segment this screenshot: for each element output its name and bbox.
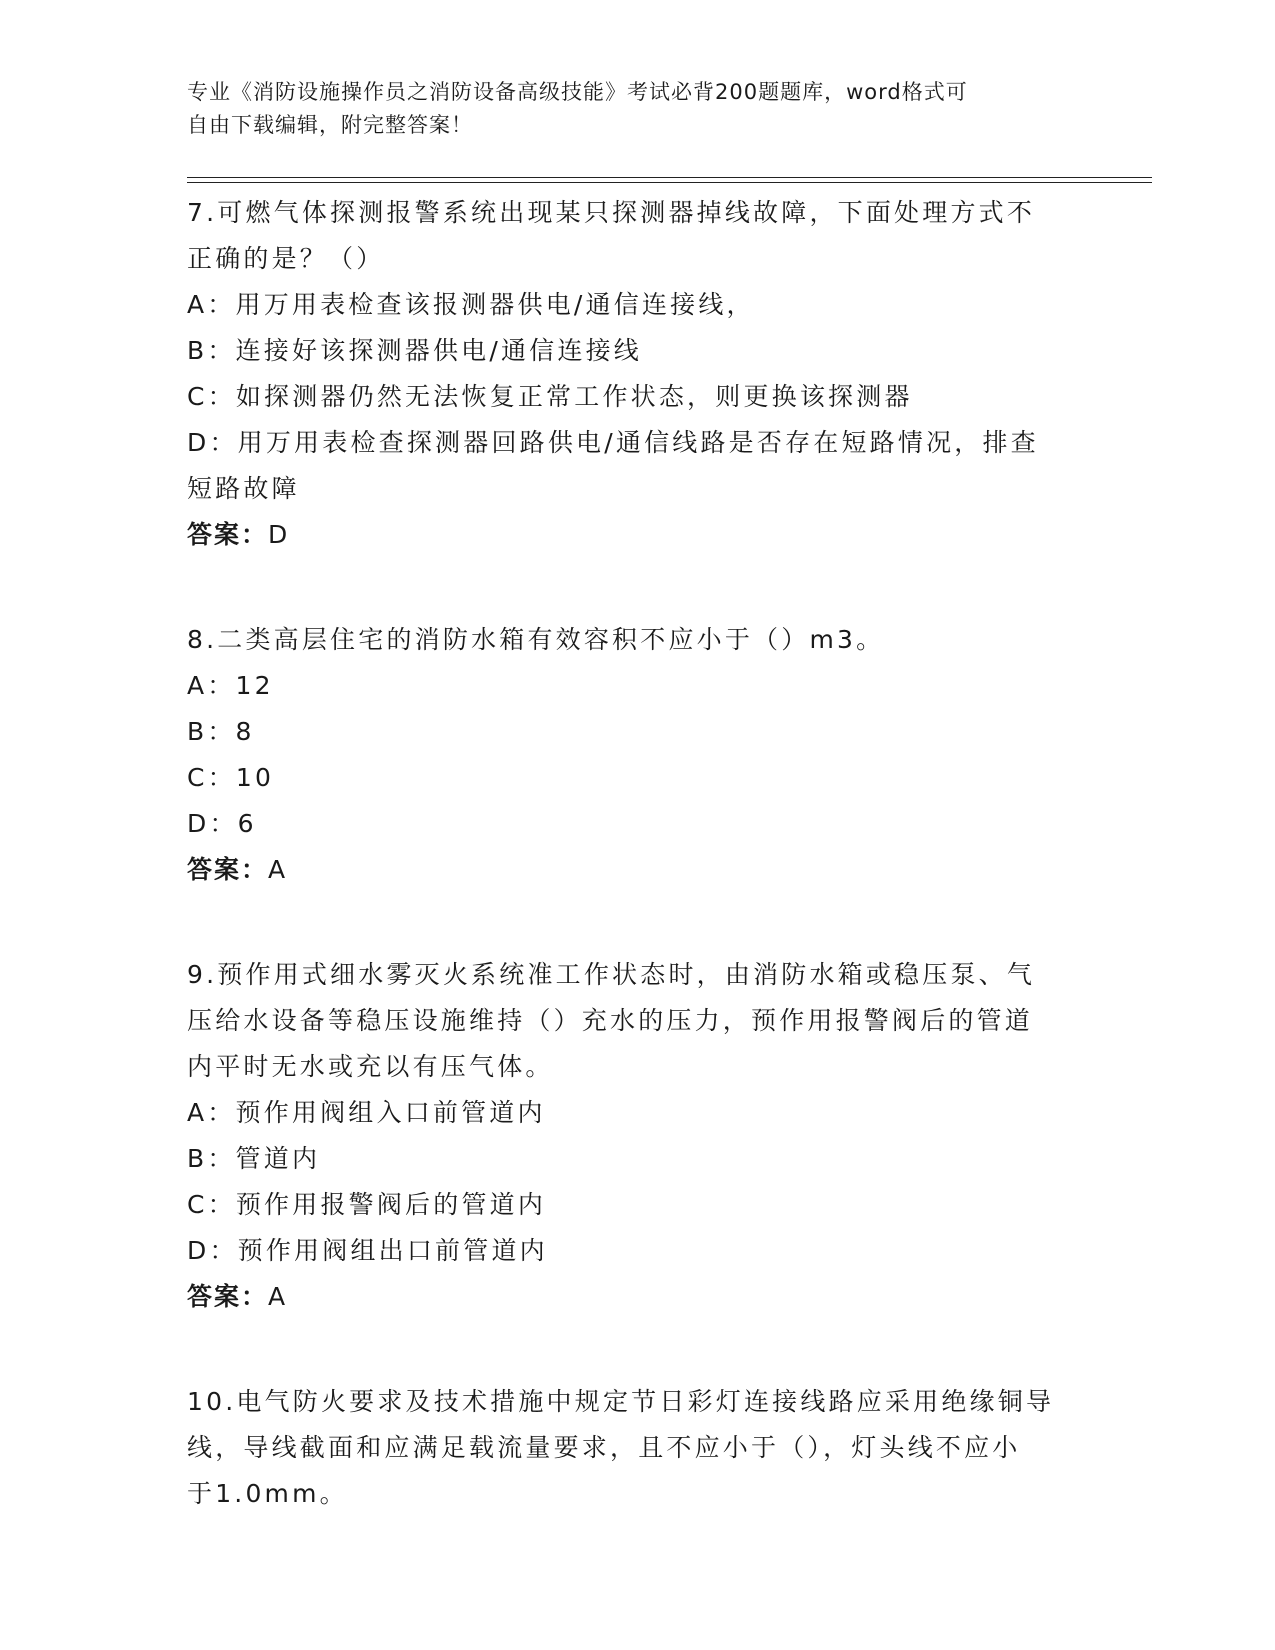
question-text-line: 7.可燃气体探测报警系统出现某只探测器掉线故障，下面处理方式不 xyxy=(187,198,1036,227)
answer-label: 答案： xyxy=(187,520,269,549)
question-text-line: 线，导线截面和应满足载流量要求，且不应小于（），灯头线不应小 xyxy=(187,1433,1021,1462)
question-text-line: 10.电气防火要求及技术措施中规定节日彩灯连接线路应采用绝缘铜导 xyxy=(187,1387,1055,1416)
header-line-2: 自由下载编辑，附完整答案！ xyxy=(187,113,473,137)
question-text-line: 于1.0mm。 xyxy=(187,1479,348,1508)
option-a: A：12 xyxy=(187,671,274,700)
question-text-line: 9.预作用式细水雾灭火系统准工作状态时，由消防水箱或稳压泵、气 xyxy=(187,960,1036,989)
question-10 xyxy=(187,1379,1087,1517)
option-b: B：连接好该探测器供电/通信连接线 xyxy=(187,336,642,365)
question-9 xyxy=(187,952,1087,1320)
option-b: B：管道内 xyxy=(187,1144,321,1173)
question-text-line: 正确的是？（） xyxy=(187,244,385,273)
header-line-1: 专业《消防设施操作员之消防设备高级技能》考试必背200题题库，word格式可 xyxy=(187,80,968,104)
answer-value: A xyxy=(268,855,288,884)
question-text-line: 压给水设备等稳压设施维持（）充水的压力，预作用报警阀后的管道 xyxy=(187,1006,1034,1035)
option-d: D：预作用阀组出口前管道内 xyxy=(187,1236,548,1265)
option-b: B：8 xyxy=(187,717,255,746)
option-c: C：10 xyxy=(187,763,275,792)
header-divider-top xyxy=(187,177,1152,178)
option-c: C：如探测器仍然无法恢复正常工作状态，则更换该探测器 xyxy=(187,382,913,411)
answer-label: 答案： xyxy=(187,855,269,884)
question-text-line: 内平时无水或充以有压气体。 xyxy=(187,1052,554,1081)
option-a: A：预作用阀组入口前管道内 xyxy=(187,1098,546,1127)
answer xyxy=(187,1274,1087,1320)
option-c: C：预作用报警阀后的管道内 xyxy=(187,1190,547,1219)
option-d: D：6 xyxy=(187,809,257,838)
question-list xyxy=(187,190,1087,1517)
question-text-line: 8.二类高层住宅的消防水箱有效容积不应小于（）m3。 xyxy=(187,625,885,654)
answer xyxy=(187,847,1087,893)
question-7 xyxy=(187,190,1087,558)
document-header xyxy=(187,76,1067,142)
answer-value: A xyxy=(268,1282,288,1311)
answer-label: 答案： xyxy=(187,1282,269,1311)
header-divider-bottom xyxy=(187,182,1152,183)
option-d: D：用万用表检查探测器回路供电/通信线路是否存在短路情况，排查 xyxy=(187,428,1039,457)
answer-value: D xyxy=(268,520,290,549)
question-8 xyxy=(187,617,1087,893)
option-d-continued: 短路故障 xyxy=(187,474,300,503)
answer xyxy=(187,512,1087,558)
option-a: A：用万用表检查该报测器供电/通信连接线， xyxy=(187,290,755,319)
